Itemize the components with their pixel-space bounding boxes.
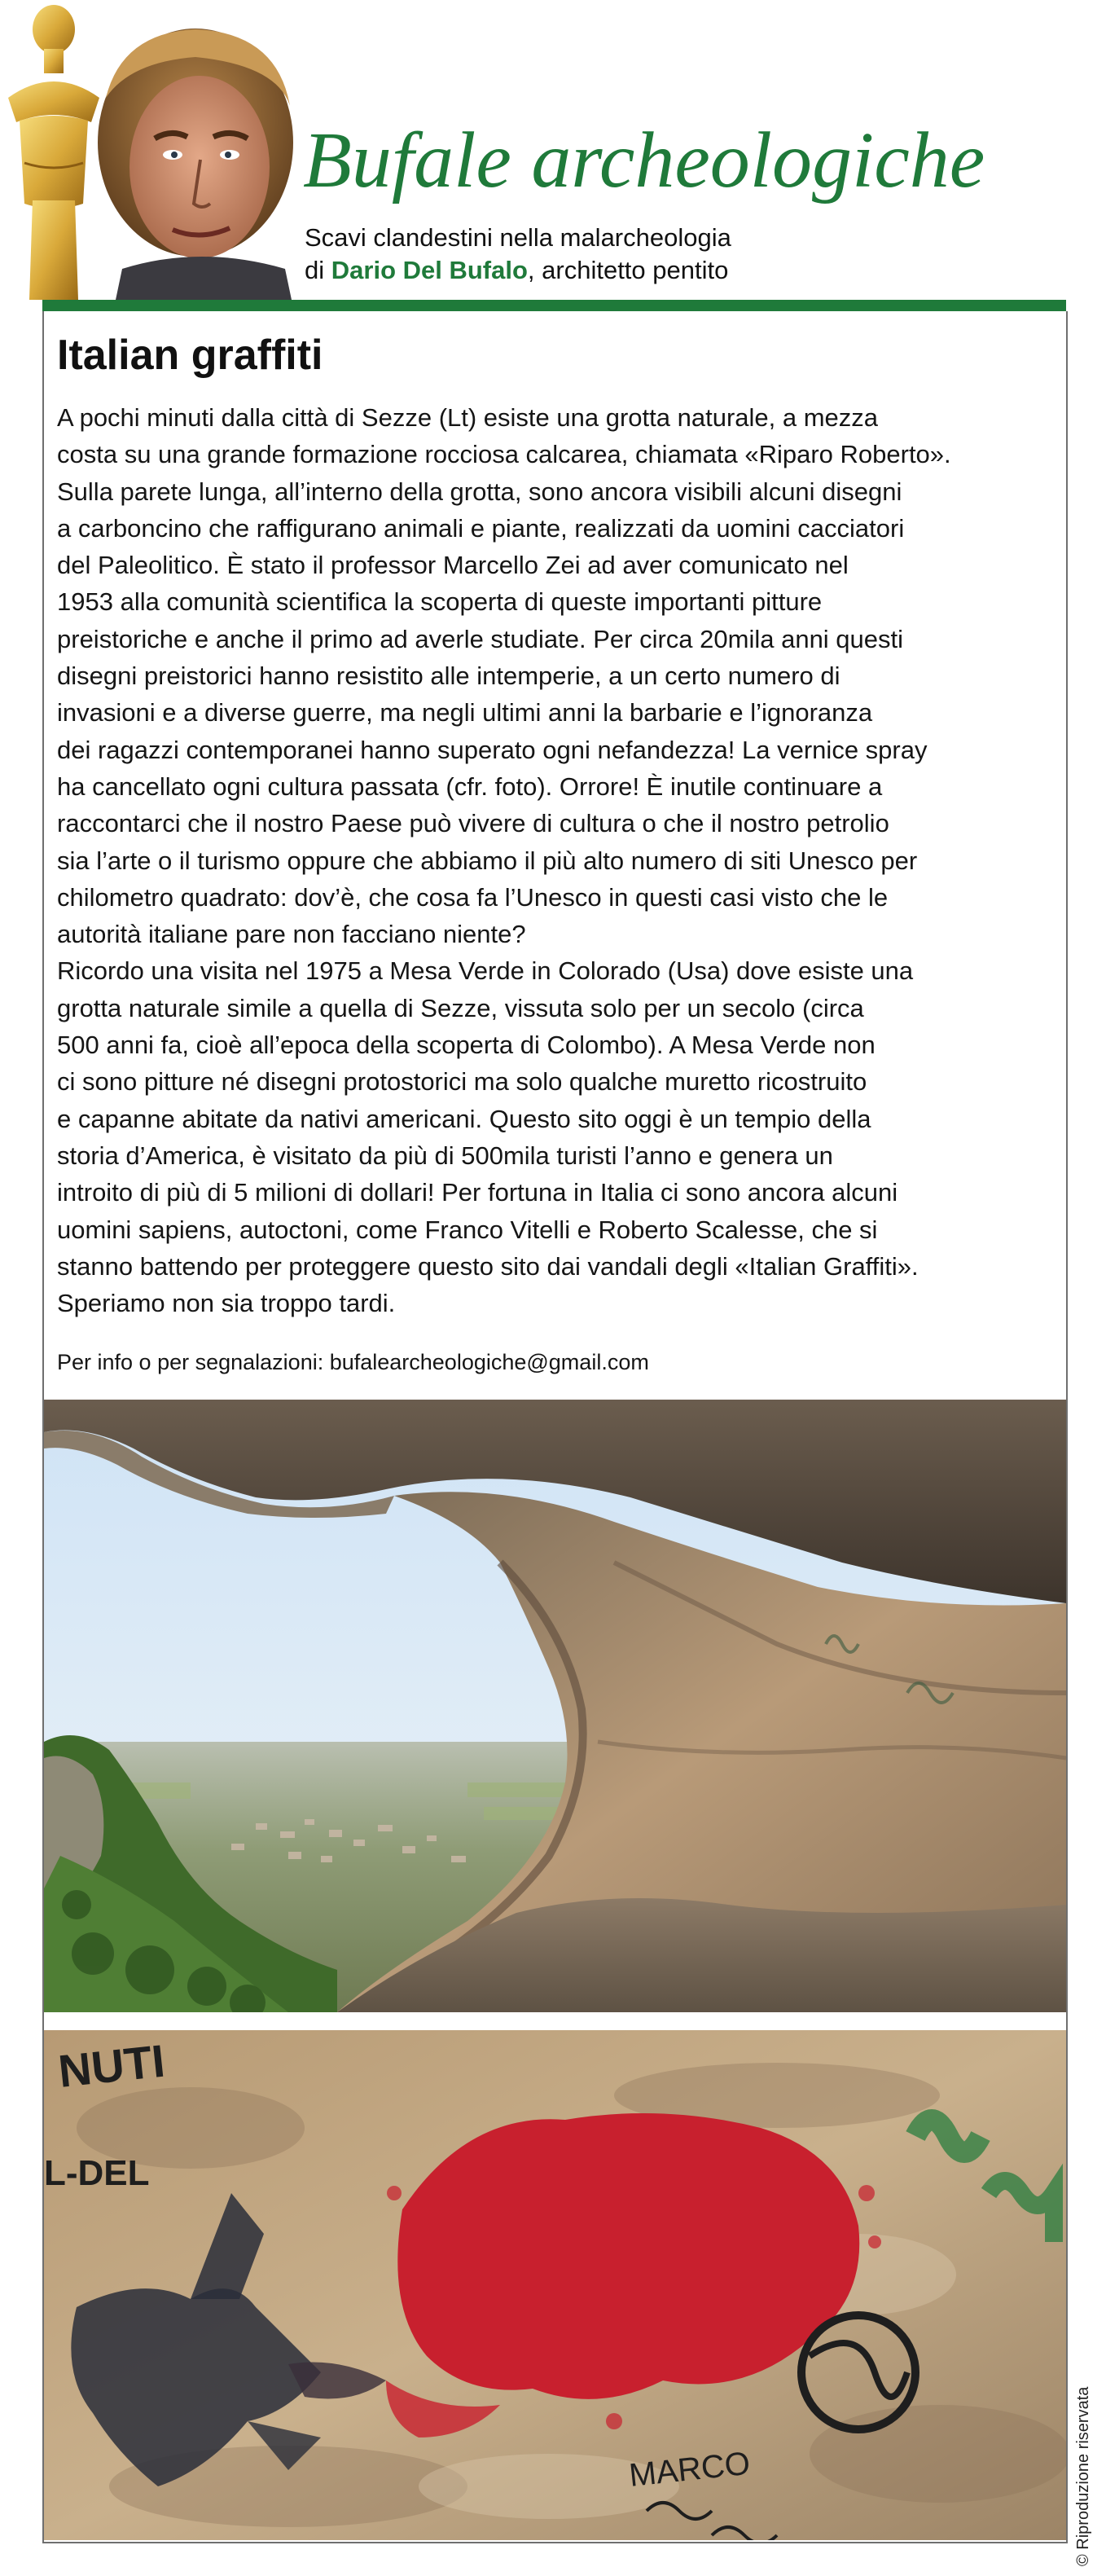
text-line: Ricordo una visita nel 1975 a Mesa Verde in Colorado (Usa) dove esiste una	[57, 956, 914, 986]
text-line: 1953 alla comunità scientifica la scoperta di queste importanti pitture	[57, 587, 823, 617]
contact-line: Per info o per segnalazioni: bufalearcheologiche@gmail.com	[57, 1350, 649, 1374]
column-subtitle	[305, 222, 731, 287]
page-header	[0, 0, 1106, 301]
text-line: grotta naturale simile a quella di Sezze, vissuta solo per un secolo (circa	[57, 993, 864, 1022]
text-line: disegni preistorici hanno resistito alle intemperie, a un certo numero di	[57, 662, 840, 691]
article-body	[57, 399, 1059, 1321]
author-name: Dario Del Bufalo	[331, 256, 528, 284]
text-line: ci sono pitture né disegni protostorici ma solo qualche muretto ricostruito	[57, 1067, 867, 1097]
text-line: A pochi minuti dalla città di Sezze (Lt) esiste una grotta naturale, a mezza	[57, 403, 879, 432]
text-line: introito di più di 5 milioni di dollari! Per fortuna in Italia ci sono ancora alcuni	[57, 1178, 898, 1207]
text-line: autorità italiane pare non facciano niente?	[57, 920, 526, 949]
copyright-notice: © Riproduzione riservata	[1074, 2386, 1092, 2566]
text-line: chilometro quadrato: dov’è, che cosa fa l’Unesco in questi casi visto che le	[57, 882, 889, 912]
spray-graffiti-photo-icon	[44, 2030, 1066, 2540]
text-line: a carboncino che raffigurano animali e piante, realizzati da uomini cacciatori	[57, 513, 905, 543]
text-line: 500 anni fa, cioè all’epoca della scoperta di Colombo). A Mesa Verde non	[57, 1031, 876, 1060]
text-line: stanno battendo per proteggere questo sito dai vandali degli «Italian Graffiti».	[57, 1251, 919, 1281]
graffiti-scrawl-marco: MARCO	[627, 2445, 753, 2494]
subtitle-line1: Scavi clandestini nella malarcheologia	[305, 223, 731, 252]
text-line: del Paleolitico. È stato il professor Marcello Zei ad aver comunicato nel	[57, 551, 849, 580]
article-title: Italian graffiti	[57, 332, 323, 379]
column-title: Bufale archeologiche	[303, 116, 985, 204]
text-line: uomini sapiens, autoctoni, come Franco Vitelli e Roberto Scalesse, che si	[57, 1215, 878, 1244]
graffiti-scrawl-del: L-DEL	[44, 2153, 150, 2193]
text-line: dei ragazzi contemporanei hanno superato ogni nefandezza! La vernice spray	[57, 735, 928, 764]
text-line: preistoriche e anche il primo ad averle studiate. Per circa 20mila anni questi	[57, 624, 904, 653]
subtitle-prefix: di	[305, 256, 325, 284]
text-line: storia d’America, è visitato da più di 500mila turisti l’anno e genera un	[57, 1141, 833, 1170]
header-divider	[42, 300, 1066, 311]
text-line: sia l’arte o il turismo oppure che abbiamo il più alto numero di siti Unesco per	[57, 846, 918, 875]
article-paragraph-2	[57, 952, 1059, 1321]
text-line: e capanne abitate da nativi americani. Questo sito oggi è un tempio della	[57, 1104, 871, 1133]
cave-overhang-photo-icon	[44, 1400, 1066, 2012]
subtitle-suffix: , architetto pentito	[527, 256, 729, 284]
article-paragraph-1	[57, 399, 1059, 952]
graffiti-scrawl-nuti: NUTI	[55, 2034, 168, 2097]
text-line: raccontarci che il nostro Paese può vivere di cultura o che il nostro petrolio	[57, 809, 889, 838]
text-line: costa su una grande formazione rocciosa calcarea, chiamata «Riparo Roberto».	[57, 440, 951, 469]
text-line: ha cancellato ogni cultura passata (cfr. foto). Orrore! È inutile continuare a	[57, 771, 883, 801]
statuette-portrait-icon	[0, 0, 301, 300]
text-line: invasioni e a diverse guerre, ma negli ultimi anni la barbarie e l’ignoranza	[57, 698, 873, 728]
text-line: Sulla parete lunga, all’interno della grotta, sono ancora visibili alcuni disegni	[57, 477, 902, 506]
text-line: Speriamo non sia troppo tardi.	[57, 1289, 396, 1318]
